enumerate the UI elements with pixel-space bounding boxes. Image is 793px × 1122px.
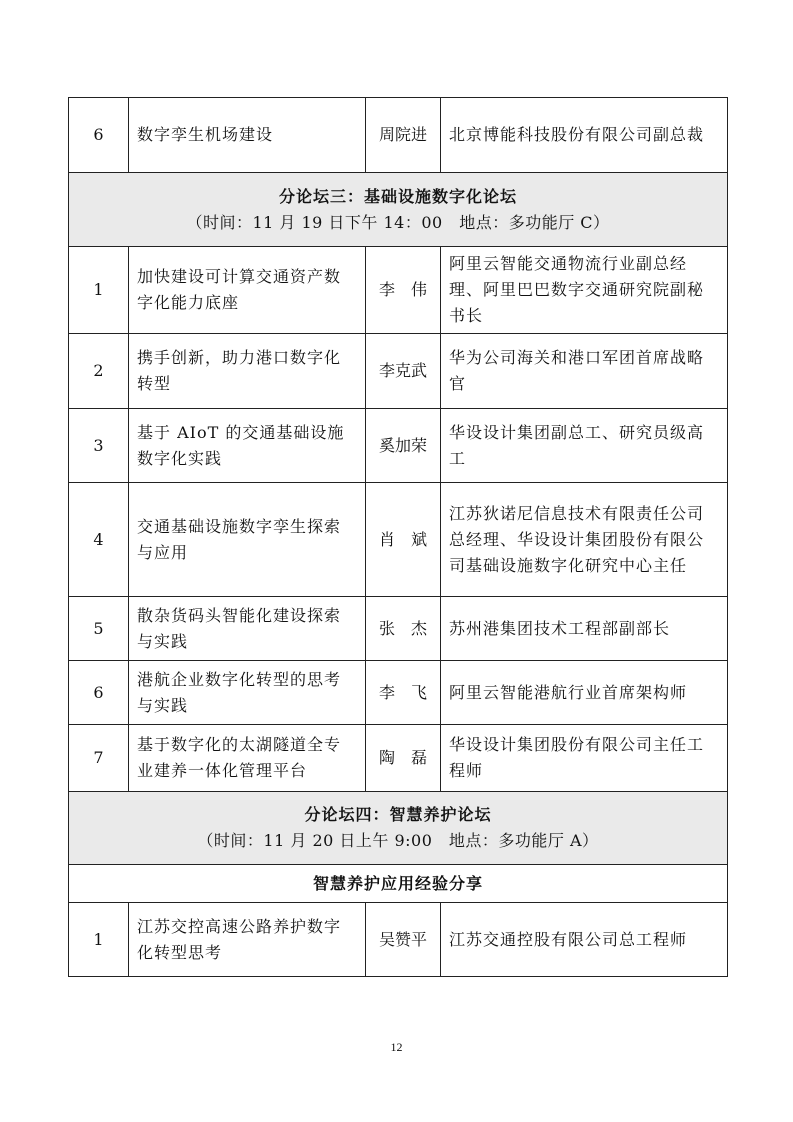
talk-topic: 基于 AIoT 的交通基础设施数字化实践 <box>129 409 366 483</box>
speaker-affiliation: 华设设计集团股份有限公司主任工程师 <box>441 725 728 792</box>
row-number: 5 <box>69 597 129 661</box>
forum-header <box>69 173 728 247</box>
speaker-affiliation: 江苏狄诺尼信息技术有限责任公司总经理、华设设计集团股份有限公司基础设施数字化研究中心主任 <box>441 483 728 597</box>
table-row <box>69 98 728 173</box>
speaker-name: 李 飞 <box>366 661 441 725</box>
speaker-affiliation: 阿里云智能交通物流行业副总经理、阿里巴巴数字交通研究院副秘书长 <box>441 247 728 334</box>
table-row <box>69 903 728 977</box>
table-row <box>69 247 728 334</box>
row-number: 1 <box>69 247 129 334</box>
talk-topic: 数字孪生机场建设 <box>129 98 366 173</box>
forum-time-location: （时间：11 月 20 日上午 9:00 地点：多功能厅 A） <box>197 831 599 850</box>
forum-title: 分论坛三：基础设施数字化论坛 <box>278 186 517 206</box>
row-number: 1 <box>69 903 129 977</box>
speaker-name: 陶 磊 <box>366 725 441 792</box>
talk-topic: 交通基础设施数字孪生探索与应用 <box>129 483 366 597</box>
speaker-name: 吴赞平 <box>366 903 441 977</box>
forum-time-location: （时间：11 月 19 日下午 14：00 地点：多功能厅 C） <box>186 212 610 232</box>
subsection-title: 智慧养护应用经验分享 <box>69 865 728 903</box>
talk-topic: 基于数字化的太湖隧道全专业建养一体化管理平台 <box>129 725 366 792</box>
speaker-affiliation: 华为公司海关和港口军团首席战略官 <box>441 334 728 409</box>
row-number: 3 <box>69 409 129 483</box>
table-row <box>69 409 728 483</box>
row-number: 2 <box>69 334 129 409</box>
forum-header <box>69 792 728 865</box>
speaker-name: 李克武 <box>366 334 441 409</box>
table-row <box>69 597 728 661</box>
speaker-affiliation: 阿里云智能港航行业首席架构师 <box>441 661 728 725</box>
forum-title: 分论坛四：智慧养护论坛 <box>304 805 492 824</box>
table-row <box>69 483 728 597</box>
speaker-affiliation: 江苏交通控股有限公司总工程师 <box>441 903 728 977</box>
talk-topic: 加快建设可计算交通资产数字化能力底座 <box>129 247 366 334</box>
speaker-affiliation: 华设设计集团副总工、研究员级高工 <box>441 409 728 483</box>
speaker-name: 张 杰 <box>366 597 441 661</box>
speaker-name: 肖 斌 <box>366 483 441 597</box>
speaker-affiliation: 北京博能科技股份有限公司副总裁 <box>441 98 728 173</box>
page-number: 12 <box>390 1040 403 1054</box>
schedule-table <box>68 97 728 977</box>
row-number: 6 <box>69 661 129 725</box>
speaker-affiliation: 苏州港集团技术工程部副部长 <box>441 597 728 661</box>
speaker-name: 奚加荣 <box>366 409 441 483</box>
speaker-name: 周院进 <box>366 98 441 173</box>
talk-topic: 港航企业数字化转型的思考与实践 <box>129 661 366 725</box>
table-row <box>69 725 728 792</box>
row-number: 6 <box>69 98 129 173</box>
speaker-name: 李 伟 <box>366 247 441 334</box>
talk-topic: 携手创新，助力港口数字化转型 <box>129 334 366 409</box>
table-row <box>69 334 728 409</box>
talk-topic: 散杂货码头智能化建设探索与实践 <box>129 597 366 661</box>
row-number: 4 <box>69 483 129 597</box>
table-row <box>69 661 728 725</box>
subsection-header <box>69 865 728 903</box>
row-number: 7 <box>69 725 129 792</box>
talk-topic: 江苏交控高速公路养护数字化转型思考 <box>129 903 366 977</box>
